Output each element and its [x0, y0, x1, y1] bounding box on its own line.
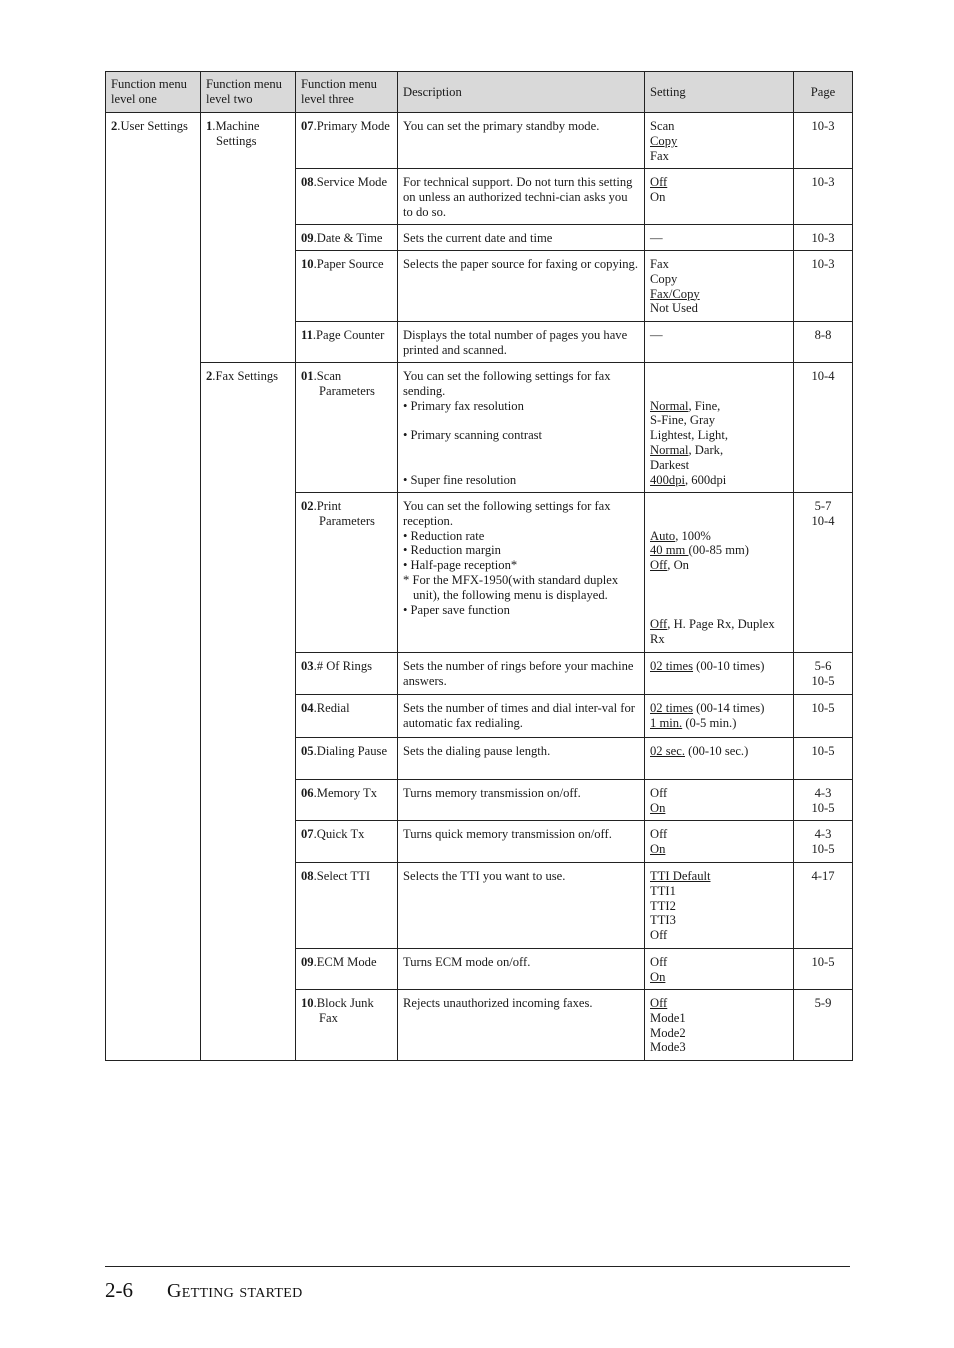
page-ref: 10-3 [794, 251, 853, 322]
description: You can set the primary standby mode. [398, 113, 645, 169]
page-ref: 8-8 [794, 322, 853, 363]
level-two-machine-settings: 1.Machine Settings [201, 113, 296, 363]
header-description: Description [398, 72, 645, 113]
page-ref: 5-6 10-5 [794, 653, 853, 695]
page-ref: 10-3 [794, 225, 853, 251]
setting-options: Fax Copy Fax/Copy Not Used [645, 251, 794, 322]
page-ref: 10-5 [794, 738, 853, 780]
page-ref: 5-9 [794, 990, 853, 1061]
page-footer [105, 1278, 303, 1303]
header-level-three: Function menu level three [296, 72, 398, 113]
page-ref: 10-4 [794, 363, 853, 493]
level-three-rings: 03.# Of Rings [296, 653, 398, 695]
level-three-redial: 04.Redial [296, 695, 398, 738]
page-number: 2-6 [105, 1278, 133, 1302]
header-page: Page [794, 72, 853, 113]
setting-options: 02 sec. (00-10 sec.) [645, 738, 794, 780]
setting-options: Off On [645, 949, 794, 990]
level-three-service-mode: 08.Service Mode [296, 169, 398, 225]
description: Turns quick memory transmission on/off. [398, 821, 645, 863]
setting-options: — [645, 322, 794, 363]
table-row [106, 113, 853, 169]
description: You can set the following settings for fax sending. • Primary fax resolution • Primary scanning contrast • Super fine resolution [398, 363, 645, 493]
description: Selects the TTI you want to use. [398, 863, 645, 949]
page-ref: 10-3 [794, 113, 853, 169]
description: Rejects unauthorized incoming faxes. [398, 990, 645, 1061]
description: Turns memory transmission on/off. [398, 780, 645, 821]
description: Sets the number of times and dial inter-val for automatic fax redialing. [398, 695, 645, 738]
level-three-print-parameters: 02.Print Parameters [296, 493, 398, 653]
page-ref: 10-3 [794, 169, 853, 225]
setting-options: Auto, 100% 40 mm (00-85 mm) Off, On Off, H. Page Rx, Duplex Rx [645, 493, 794, 653]
level-three-select-tti: 08.Select TTI [296, 863, 398, 949]
setting-options: Scan Copy Fax [645, 113, 794, 169]
level-three-date-time: 09.Date & Time [296, 225, 398, 251]
function-menu-table [105, 71, 853, 1061]
level-three-primary-mode: 07.Primary Mode [296, 113, 398, 169]
setting-options: Off Mode1 Mode2 Mode3 [645, 990, 794, 1061]
table-header-row [106, 72, 853, 113]
page-ref: 4-17 [794, 863, 853, 949]
description: Turns ECM mode on/off. [398, 949, 645, 990]
description: Sets the number of rings before your machine answers. [398, 653, 645, 695]
setting-options: 02 times (00-14 times) 1 min. (0-5 min.) [645, 695, 794, 738]
setting-options: TTI Default TTI1 TTI2 TTI3 Off [645, 863, 794, 949]
level-two-fax-settings: 2.Fax Settings [201, 363, 296, 1061]
page-ref: 5-7 10-4 [794, 493, 853, 653]
description: Sets the dialing pause length. [398, 738, 645, 780]
section-title: Getting started [167, 1280, 303, 1302]
level-three-page-counter: 11.Page Counter [296, 322, 398, 363]
level-three-dialing-pause: 05.Dialing Pause [296, 738, 398, 780]
header-setting: Setting [645, 72, 794, 113]
page-ref: 4-3 10-5 [794, 780, 853, 821]
level-three-memory-tx: 06.Memory Tx [296, 780, 398, 821]
level-three-quick-tx: 07.Quick Tx [296, 821, 398, 863]
footer-divider [105, 1266, 850, 1267]
setting-options: Off On [645, 169, 794, 225]
level-three-paper-source: 10.Paper Source [296, 251, 398, 322]
description: Displays the total number of pages you have printed and scanned. [398, 322, 645, 363]
setting-options: Off On [645, 821, 794, 863]
setting-options: Off On [645, 780, 794, 821]
header-level-two: Function menu level two [201, 72, 296, 113]
setting-options: 02 times (00-10 times) [645, 653, 794, 695]
description: You can set the following settings for fax reception. • Reduction rate • Reduction margin • Half-page reception* * For the MFX-1950(with standard duplex unit), the following menu is displayed. • Paper save function [398, 493, 645, 653]
page-ref: 4-3 10-5 [794, 821, 853, 863]
setting-options: — [645, 225, 794, 251]
header-level-one: Function menu level one [106, 72, 201, 113]
table-row [106, 363, 853, 493]
level-three-block-junk-fax: 10.Block Junk Fax [296, 990, 398, 1061]
description: For technical support. Do not turn this setting on unless an authorized techni-cian asks you to do so. [398, 169, 645, 225]
description: Selects the paper source for faxing or copying. [398, 251, 645, 322]
level-three-ecm-mode: 09.ECM Mode [296, 949, 398, 990]
level-one-user-settings: 2.User Settings [106, 113, 201, 1061]
level-three-scan-parameters: 01.Scan Parameters [296, 363, 398, 493]
page-ref: 10-5 [794, 949, 853, 990]
page-ref: 10-5 [794, 695, 853, 738]
setting-options: Normal, Fine, S-Fine, Gray Lightest, Light, Normal, Dark, Darkest 400dpi, 600dpi [645, 363, 794, 493]
description: Sets the current date and time [398, 225, 645, 251]
